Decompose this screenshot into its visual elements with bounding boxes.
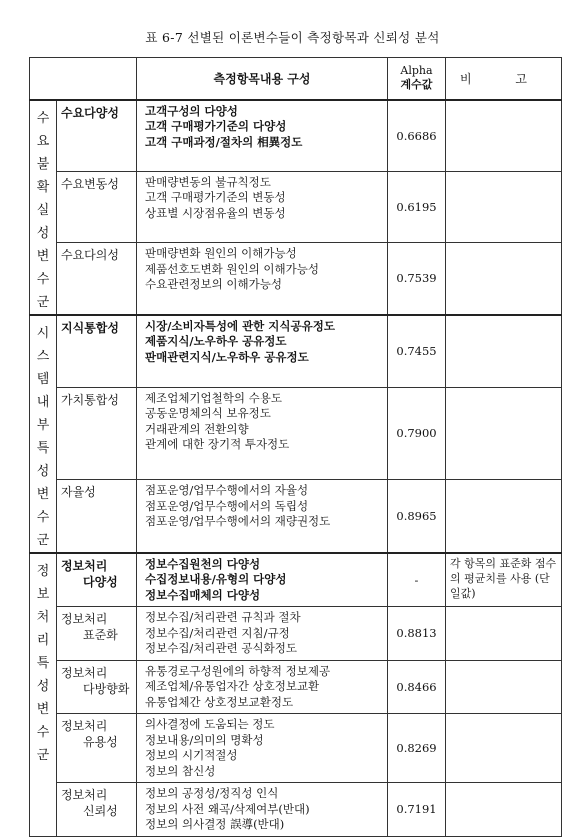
item-line: 판매량변화 원인의 이해가능성 bbox=[145, 246, 297, 261]
item-line: 고객구성의 다양성 bbox=[145, 103, 238, 118]
items-cell bbox=[137, 783, 388, 837]
variable-name-line2: 표준화 bbox=[83, 628, 118, 642]
variable-name-cell bbox=[57, 387, 137, 480]
table-row bbox=[30, 315, 562, 388]
item-line: 유통경로구성원에의 하향적 정보제공 bbox=[145, 663, 331, 678]
item-line: 점포운영/업무수행에서의 독립성 bbox=[145, 498, 309, 513]
alpha-value: 0.6686 bbox=[388, 100, 446, 172]
variable-name: 정보처리 bbox=[61, 719, 108, 733]
items-cell bbox=[137, 660, 388, 714]
table-row bbox=[30, 714, 562, 783]
table-row bbox=[30, 100, 562, 172]
item-line: 정보의 시기적절성 bbox=[145, 748, 238, 762]
variable-name-cell bbox=[57, 243, 137, 315]
alpha-value: 0.8466 bbox=[388, 660, 446, 714]
item-line: 정보내용/의미의 명확성 bbox=[145, 732, 264, 747]
variable-name: 정보처리 bbox=[61, 665, 108, 680]
items-cell bbox=[137, 387, 388, 480]
items-cell bbox=[137, 100, 388, 172]
table-title: 표 6-7 선별된 이론변수들이 측정항목과 신뢰성 분석 bbox=[145, 30, 440, 45]
note-cell bbox=[446, 714, 562, 783]
variable-name: 정보처리 bbox=[61, 788, 108, 802]
item-line: 정보의 사전 왜곡/삭제여부(반대) bbox=[145, 801, 310, 816]
item-line: 수요관련정보의 이해가능성 bbox=[145, 277, 282, 292]
alpha-value: - bbox=[388, 553, 446, 607]
note-cell: 각 항목의 표준화 점수의 평균치를 사용 (단일값) bbox=[446, 553, 562, 607]
item-line: 정보수집/처리관련 지침/규정 bbox=[145, 625, 290, 640]
table-row bbox=[30, 387, 562, 480]
variable-name: 수요다양성 bbox=[61, 105, 119, 120]
variable-name-line2: 유용성 bbox=[83, 735, 118, 749]
group-label-cell bbox=[30, 553, 57, 837]
item-line: 정보수집/처리관련 규칙과 절차 bbox=[145, 610, 301, 624]
item-line: 점포운영/업무수행에서의 재량권정도 bbox=[145, 514, 331, 529]
variable-name-cell bbox=[57, 315, 137, 388]
note-cell bbox=[446, 387, 562, 480]
header-blank bbox=[30, 58, 137, 100]
note-cell bbox=[446, 660, 562, 714]
item-line: 정보의 의사결정 誤導(반대) bbox=[145, 817, 285, 831]
note-cell bbox=[446, 607, 562, 661]
variable-name-cell bbox=[57, 607, 137, 661]
item-line: 시장/소비자특성에 관한 지식공유정도 bbox=[145, 318, 335, 333]
group-label-cell bbox=[30, 315, 57, 553]
item-line: 정보의 참신성 bbox=[145, 763, 216, 778]
alpha-value: 0.7900 bbox=[388, 387, 446, 480]
note-cell bbox=[446, 783, 562, 837]
variable-name-line2: 다양성 bbox=[83, 574, 118, 589]
alpha-value: 0.8269 bbox=[388, 714, 446, 783]
alpha-value: 0.8965 bbox=[388, 480, 446, 553]
table-row bbox=[30, 660, 562, 714]
item-line: 유통업체간 상호정보교환정도 bbox=[145, 694, 294, 709]
header-alpha bbox=[388, 58, 446, 100]
table-row bbox=[30, 243, 562, 315]
item-line: 제조업체기업철학의 수용도 bbox=[145, 390, 282, 405]
group-label: 정보처리특성변수군 bbox=[36, 563, 50, 763]
item-line: 정보수집원천의 다양성 bbox=[145, 556, 261, 571]
item-line: 공동운명체의식 보유정도 bbox=[145, 406, 271, 421]
item-line: 판매량변동의 불규칙정도 bbox=[145, 174, 271, 189]
variable-name-cell bbox=[57, 171, 137, 242]
table-row bbox=[30, 607, 562, 661]
item-line: 판매관련지식/노우하우 공유정도 bbox=[145, 349, 309, 364]
items-cell bbox=[137, 315, 388, 388]
variable-name-cell bbox=[57, 553, 137, 607]
variable-name-line2: 다방향화 bbox=[83, 681, 130, 696]
item-line: 정보의 공정성/정직성 인식 bbox=[145, 786, 279, 800]
reliability-table bbox=[29, 57, 562, 837]
header-items: 측정항목내용 구성 bbox=[137, 58, 388, 100]
alpha-value: 0.8813 bbox=[388, 607, 446, 661]
alpha-value: 0.7455 bbox=[388, 315, 446, 388]
note-cell bbox=[446, 315, 562, 388]
item-line: 정보수집/처리관련 공식화정도 bbox=[145, 641, 297, 655]
variable-name-cell bbox=[57, 714, 137, 783]
item-line: 의사결정에 도움되는 정도 bbox=[145, 717, 275, 731]
items-cell bbox=[137, 480, 388, 553]
variable-name: 정보처리 bbox=[61, 558, 108, 573]
item-line: 상표별 시장점유율의 변동성 bbox=[145, 205, 286, 220]
variable-name: 지식통합성 bbox=[61, 320, 119, 335]
item-line: 제품지식/노우하우 공유정도 bbox=[145, 334, 287, 348]
header-alpha-line2: 계수값 bbox=[400, 78, 433, 92]
variable-name-line2: 신뢰성 bbox=[83, 804, 118, 818]
variable-name-cell bbox=[57, 783, 137, 837]
item-line: 고객 구매과정/절차의 相異정도 bbox=[145, 134, 303, 149]
header-note: 비 고 bbox=[446, 58, 562, 100]
item-line: 수집정보내용/유형의 다양성 bbox=[145, 572, 287, 586]
variable-name-cell bbox=[57, 480, 137, 553]
note-cell bbox=[446, 171, 562, 242]
item-line: 고객 구매평가기준의 변동성 bbox=[145, 190, 286, 205]
items-cell bbox=[137, 171, 388, 242]
note-cell bbox=[446, 243, 562, 315]
table-row bbox=[30, 553, 562, 607]
variable-name: 자율성 bbox=[61, 485, 96, 500]
table-row bbox=[30, 171, 562, 242]
items-cell bbox=[137, 243, 388, 315]
variable-name-cell bbox=[57, 660, 137, 714]
item-line: 관계에 대한 장기적 투자정도 bbox=[145, 437, 290, 452]
items-cell bbox=[137, 714, 388, 783]
items-cell bbox=[137, 553, 388, 607]
header-alpha-line1: Alpha bbox=[400, 64, 433, 78]
item-line: 제품선호도변화 원인의 이해가능성 bbox=[145, 261, 319, 276]
item-line: 점포운영/업무수행에서의 자율성 bbox=[145, 483, 309, 498]
alpha-value: 0.7191 bbox=[388, 783, 446, 837]
item-line: 정보수집매체의 다양성 bbox=[145, 587, 261, 602]
variable-name: 수요다의성 bbox=[61, 248, 119, 263]
item-line: 제조업체/유통업자간 상호정보교환 bbox=[145, 679, 320, 693]
group-label: 시스템내부특성변수군 bbox=[36, 325, 50, 548]
table-row bbox=[30, 783, 562, 837]
table-row bbox=[30, 480, 562, 553]
note-cell bbox=[446, 100, 562, 172]
group-label-cell bbox=[30, 100, 57, 315]
variable-name: 정보처리 bbox=[61, 612, 108, 626]
variable-name: 가치통합성 bbox=[61, 392, 119, 407]
variable-name-cell bbox=[57, 100, 137, 172]
item-line: 거래관계의 전환의향 bbox=[145, 421, 249, 436]
alpha-value: 0.7539 bbox=[388, 243, 446, 315]
note-cell bbox=[446, 480, 562, 553]
alpha-value: 0.6195 bbox=[388, 171, 446, 242]
variable-name: 수요변동성 bbox=[61, 176, 119, 191]
item-line: 고객 구매평가기준의 다양성 bbox=[145, 119, 287, 133]
items-cell bbox=[137, 607, 388, 661]
group-label: 수요불확실성변수군 bbox=[36, 110, 50, 310]
